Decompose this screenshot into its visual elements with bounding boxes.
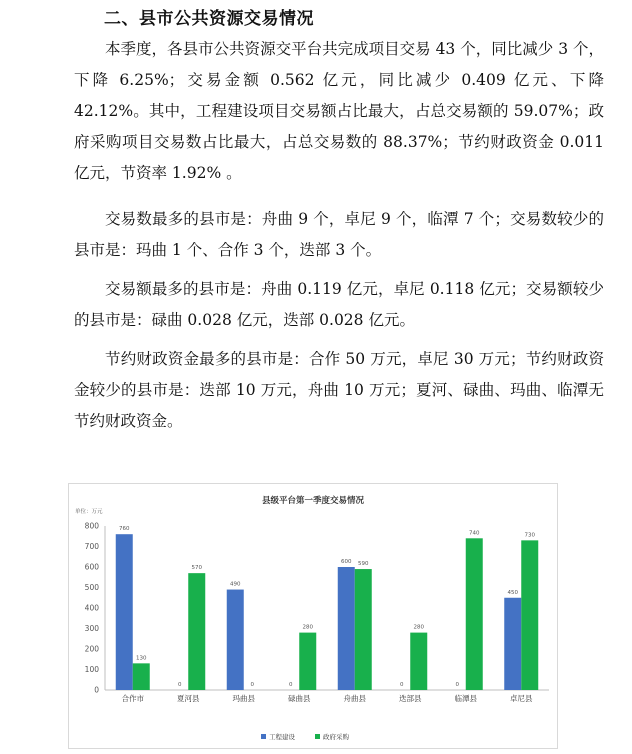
data-label: 740 — [469, 530, 480, 537]
legend-swatch-engineering — [261, 734, 266, 739]
chart-title: 县级平台第一季度交易情况 — [261, 496, 365, 506]
y-tick-label: 200 — [84, 644, 99, 654]
bar-procurement — [355, 569, 372, 690]
x-tick-label: 夏河县 — [177, 694, 200, 703]
data-label: 490 — [230, 581, 241, 588]
data-label: 730 — [524, 532, 535, 539]
paragraph-transaction-amount: 交易额最多的县市是：舟曲 0.119 亿元，卓尼 0.118 亿元；交易额较少的县市是：碌曲 0.028 亿元，迭部 0.028 亿元。 — [74, 280, 604, 329]
bar-engineering — [338, 567, 355, 690]
data-label: 280 — [302, 624, 313, 631]
x-tick-label: 合作市 — [121, 694, 144, 703]
data-label: 0 — [250, 682, 254, 688]
paragraph-transaction-count: 交易数最多的县市是：舟曲 9 个，卓尼 9 个，临潭 7 个；交易数较少的县市是：玛曲 1 个、合作 3 个，迭部 3 个。 — [74, 210, 604, 259]
data-label: 0 — [400, 682, 404, 688]
data-label: 600 — [341, 559, 352, 565]
unit-label: 单位：万元 — [75, 509, 103, 515]
bar-procurement — [521, 540, 538, 690]
data-label: 280 — [413, 624, 424, 631]
x-tick-label: 临潭县 — [454, 694, 477, 703]
paragraph-savings: 节约财政资金最多的县市是：合作 50 万元，卓尼 30 万元；节约财政资金较少的县市是：迭部 10 万元，舟曲 10 万元；夏河、碌曲、玛曲、临潭无节约财政资金。 — [74, 350, 604, 430]
bar-engineering — [227, 590, 244, 690]
x-tick-label: 迭部县 — [399, 694, 422, 703]
x-tick-label: 碌曲县 — [288, 694, 311, 703]
bar-procurement — [466, 538, 483, 690]
legend-label: 政府采购 — [323, 733, 349, 741]
data-label: 0 — [455, 682, 459, 688]
x-tick-label: 卓尼县 — [510, 694, 533, 703]
bar-procurement — [410, 633, 427, 690]
y-tick-label: 800 — [84, 521, 99, 531]
x-tick-label: 玛曲县 — [232, 694, 255, 703]
legend-swatch-procurement — [315, 734, 320, 739]
bar-engineering — [504, 598, 521, 690]
bar-procurement — [188, 573, 205, 690]
y-tick-label: 500 — [84, 583, 99, 592]
legend-label: 工程建设 — [269, 733, 295, 741]
chart-container — [68, 483, 558, 749]
data-label: 570 — [191, 565, 202, 572]
data-label: 0 — [178, 682, 182, 688]
data-label: 760 — [119, 526, 130, 533]
bar-chart — [69, 484, 557, 748]
x-tick-label: 舟曲县 — [343, 694, 366, 703]
y-tick-label: 700 — [84, 542, 99, 551]
y-tick-label: 100 — [84, 665, 99, 674]
section-heading: 二、县市公共资源交易情况 — [104, 9, 314, 29]
y-tick-label: 600 — [84, 562, 99, 572]
paragraph-summary: 本季度，各县市公共资源交平台共完成项目交易 43 个，同比减少 3 个，下降 6.25%；交易金额 0.562 亿元，同比减少 0.409 亿元、下降 42.12%。其中，工程建设项目交易额占比最大，占总交易额的 59.07%；政府采购项目交易数占比最大，占总交易数的 88.37%；节约财政资金 0.011 亿元，节资率 1.92% 。 — [74, 40, 604, 182]
data-label: 0 — [289, 682, 293, 688]
data-label: 590 — [358, 561, 369, 568]
y-tick-label: 300 — [84, 624, 99, 633]
bar-engineering — [116, 534, 133, 690]
data-label: 450 — [507, 589, 518, 596]
bar-procurement — [299, 633, 316, 690]
bar-procurement — [133, 663, 150, 690]
y-tick-label: 0 — [94, 685, 99, 695]
y-tick-label: 400 — [84, 603, 99, 613]
data-label: 130 — [136, 655, 147, 662]
